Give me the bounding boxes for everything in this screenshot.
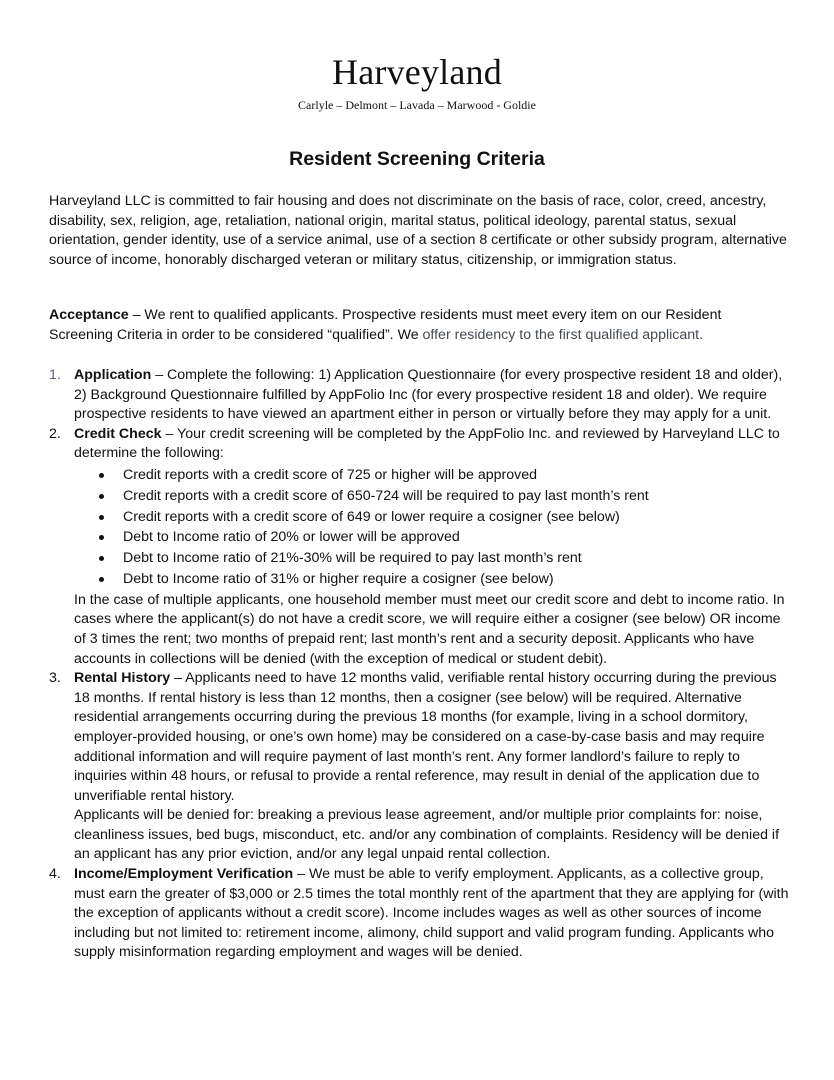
acceptance-label: Acceptance xyxy=(49,307,129,323)
bullet-icon xyxy=(99,515,104,520)
company-name: Harveyland xyxy=(332,52,502,92)
item-text: – Complete the following: 1) Application Questionnaire (for every prospective resident 18 and older), 2) Background Questionnaire fulfilled by AppFolio Inc (for every prospective resident 18 and older). We require prospective residents to have viewed an apartment either in person or virtually before they may apply for a unit. xyxy=(74,367,783,423)
item-number: 2. xyxy=(49,425,61,442)
item-label: Credit Check xyxy=(74,425,162,442)
bullet-text: Credit reports with a credit score of 650-724 will be required to pay last month’s rent xyxy=(123,487,649,504)
bullet-icon xyxy=(99,473,104,478)
bullet-text: Debt to Income ratio of 20% or lower will be approved xyxy=(123,529,460,546)
item-number: 1. xyxy=(49,367,61,383)
item-body xyxy=(74,669,789,806)
page-title: Resident Screening Criteria xyxy=(289,148,545,170)
item-label: Income/Employment Verification xyxy=(74,866,294,883)
item-body xyxy=(74,366,789,425)
locations-line: Carlyle – Delmont – Lavada – Marwood - Goldie xyxy=(298,98,536,112)
item-body xyxy=(74,865,789,963)
bullet-text: Credit reports with a credit score of 725 or higher will be approved xyxy=(123,466,538,483)
item-label: Rental History xyxy=(74,670,171,687)
list-item xyxy=(74,548,789,569)
bullet-text: Debt to Income ratio of 31% or higher require a cosigner (see below) xyxy=(123,570,554,587)
item-number: 4. xyxy=(49,866,61,883)
bullet-text: Credit reports with a credit score of 649 or lower require a cosigner (see below) xyxy=(123,508,620,525)
item-text: – We must be able to verify employment. Applicants, as a collective group, must earn the greater of $3,000 or 2.5 times the total monthly rent of the apartment that they are applying for (with the exception of applicants without a credit score). Income includes wages as well as other sources of income including but not limited to: retirement income, alimony, child support and valid program funding. Applicants who supply misinformation regarding employment and wages will be denied. xyxy=(74,866,789,961)
acceptance-paragraph xyxy=(49,306,789,345)
list-item xyxy=(74,465,789,486)
credit-bullet-list xyxy=(74,465,789,590)
list-item xyxy=(74,507,789,528)
criteria-item-application xyxy=(49,366,789,425)
bullet-icon xyxy=(99,494,104,499)
acceptance-text: – We rent to qualified applicants. Prospective residents must meet every item on our Resident Screening Criteria in order to be considered “qualified”. We xyxy=(49,307,722,343)
list-item xyxy=(74,486,789,507)
item-followup: In the case of multiple applicants, one household member must meet our credit score and debt to income ratio. In cases where the applicant(s) do not have a credit score, we will require either a cosigner (see below) OR income of 3 times the rent; two months of prepaid rent; last month’s rent and a security deposit. Applicants who have accounts in collections will be denied (with the exception of medical or student debit). xyxy=(74,591,785,667)
bullet-icon xyxy=(99,535,104,540)
list-item xyxy=(74,527,789,548)
list-item xyxy=(74,569,789,590)
acceptance-tail: offer residency to the first qualified applicant. xyxy=(422,326,704,343)
bullet-text: Debt to Income ratio of 21%-30% will be required to pay last month’s rent xyxy=(123,550,582,567)
criteria-item-rental-history xyxy=(49,669,789,865)
item-followup: Applicants will be denied for: breaking a previous lease agreement, and/or multiple prior complaints for: noise, cleanliness issues, bed bugs, misconduct, etc. and/or any combination of complaints. Residency will be denied if an applicant has any prior eviction, and/or any legal unpaid rental collection. xyxy=(74,807,780,863)
item-body xyxy=(74,425,789,464)
bullet-icon xyxy=(99,577,104,582)
criteria-list xyxy=(49,366,789,963)
item-number: 3. xyxy=(49,670,61,687)
item-text: – Your credit screening will be completed by the AppFolio Inc. and reviewed by Harveyland LLC to determine the following: xyxy=(74,425,780,462)
criteria-item-credit-check xyxy=(49,425,789,669)
bullet-icon xyxy=(99,556,104,561)
fair-housing-statement: Harveyland LLC is committed to fair housing and does not discriminate on the basis of race, color, creed, ancestry, disability, sex, religion, age, retaliation, national origin, marital status, political ideology, parental status, sexual orientation, gender identity, use of a service animal, use of a section 8 certificate or other subsidy program, alternative source of income, honorably discharged veteran or military status, citizenship, or immigration status. xyxy=(49,193,787,268)
item-text: – Applicants need to have 12 months valid, verifiable rental history occurring during the previous 18 months. If rental history is less than 12 months, then a cosigner (see below) will be required. Alternative residential arrangements occurring during the previous 18 months (for example, living in a school dormitory, employer-provided housing, or one’s own home) may be considered on a case-by-case basis and may require additional information and will require payment of last month’s rent. Any former landlord’s failure to reply to inquiries within 48 hours, or refusal to provide a rental reference, may result in denial of the application due to unverifiable rental history. xyxy=(74,670,777,804)
item-label: Application xyxy=(74,367,152,383)
criteria-item-income-verification xyxy=(49,865,789,963)
